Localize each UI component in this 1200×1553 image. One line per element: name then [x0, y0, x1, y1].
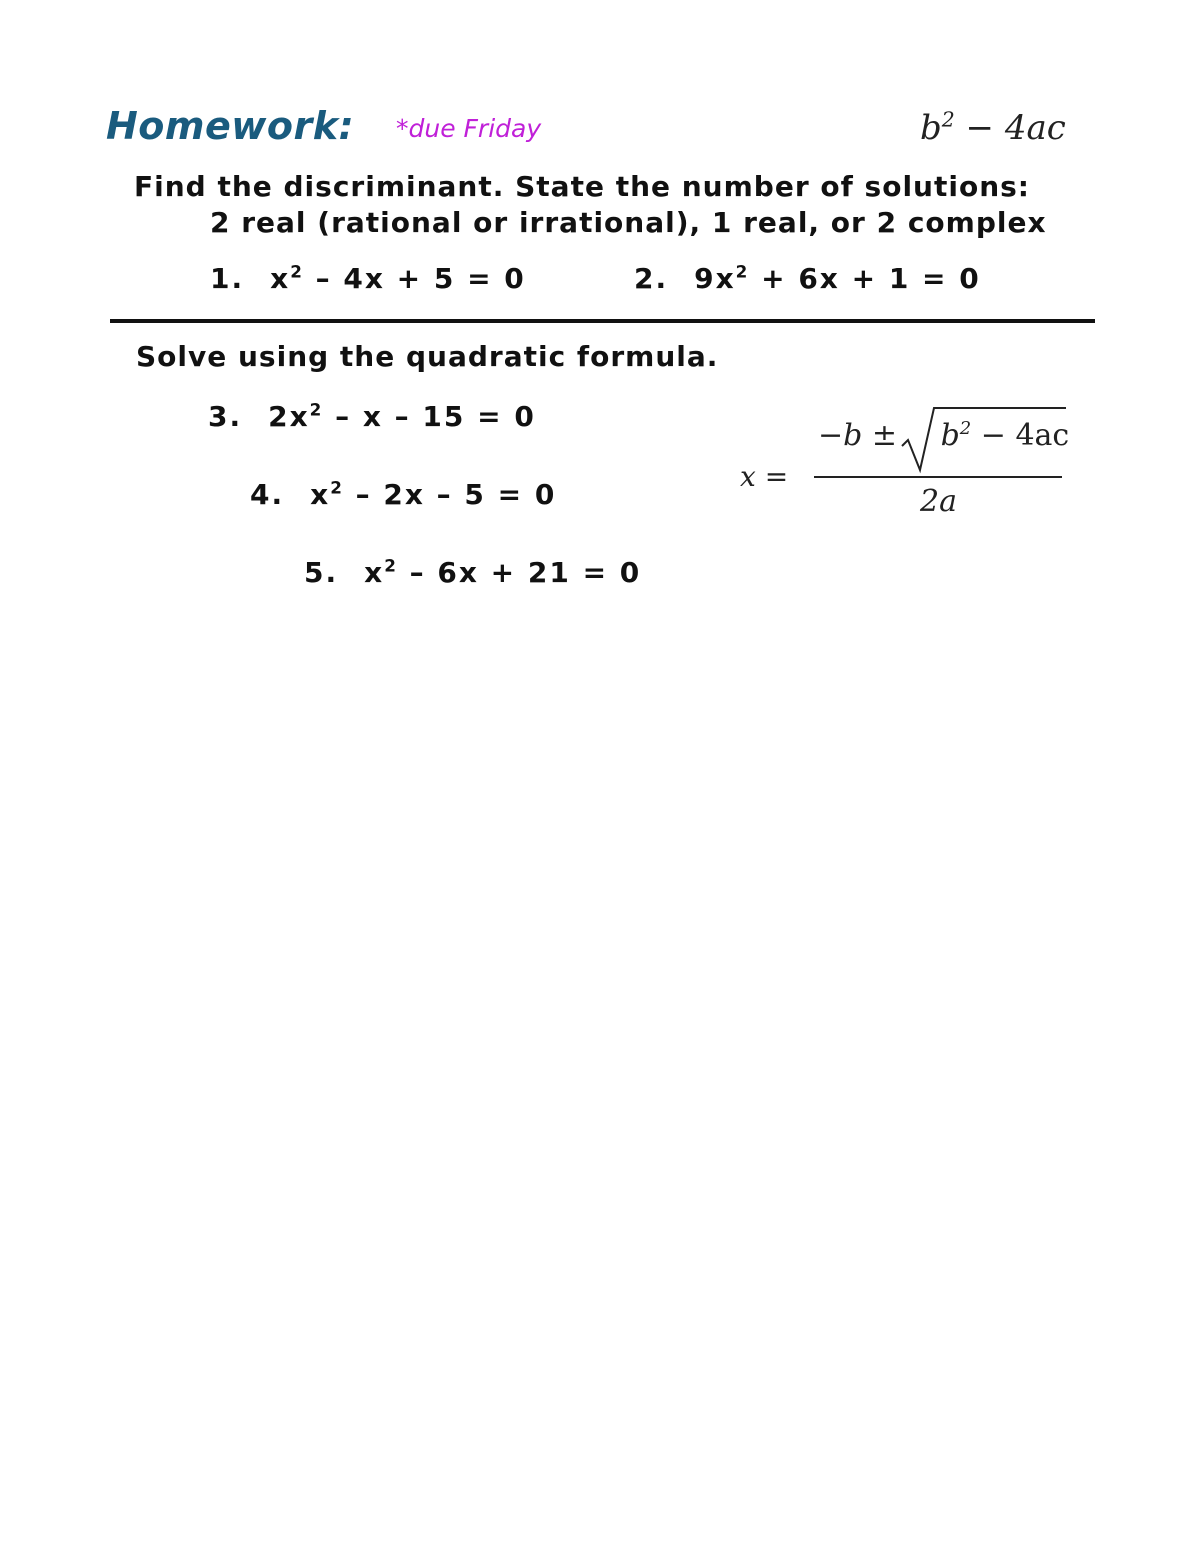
quadratic-instruction: Solve using the quadratic formula. [136, 340, 719, 373]
numerator-lead: −b ± [818, 418, 898, 453]
discriminant-minus: − [954, 108, 1005, 148]
section-divider [110, 319, 1095, 323]
discriminant-rest: 4ac [1004, 108, 1066, 148]
problem-exponent: 2 [290, 261, 304, 282]
problem-1 [210, 262, 526, 295]
discriminant-b: b [920, 108, 942, 148]
problem-number: 4. [250, 478, 285, 511]
problem-2 [634, 262, 981, 295]
problem-number: 5. [304, 556, 339, 589]
problem-number: 2. [634, 262, 669, 295]
problem-lead: 2x [268, 400, 310, 433]
problem-5 [304, 556, 641, 589]
problem-tail: – x – 15 = 0 [323, 400, 536, 433]
problem-3 [208, 400, 536, 433]
radicand-rest: − 4ac [971, 418, 1070, 453]
problem-number: 1. [210, 262, 245, 295]
problem-tail: – 4x + 5 = 0 [303, 262, 526, 295]
due-date-note: *due Friday [396, 114, 542, 143]
problem-exponent: 2 [735, 261, 750, 282]
problem-lead: x [364, 556, 385, 589]
problem-tail: – 6x + 21 = 0 [397, 556, 642, 589]
problem-lead: 9x [694, 262, 736, 295]
problem-4 [250, 478, 556, 511]
quadratic-formula-lhs: x = [740, 460, 789, 493]
quadratic-formula [740, 404, 1070, 524]
quadratic-formula-denominator: 2a [920, 484, 957, 519]
radicand-exponent: 2 [959, 418, 972, 439]
problem-tail: – 2x – 5 = 0 [343, 478, 557, 511]
problem-lead: x [310, 478, 331, 511]
problem-exponent: 2 [384, 555, 398, 576]
radicand-b: b [940, 418, 960, 453]
discriminant-formula [920, 108, 1066, 148]
homework-title: Homework: [106, 104, 355, 148]
fraction-bar [814, 476, 1062, 478]
discriminant-b-exponent: 2 [941, 107, 955, 132]
problem-lead: x [270, 262, 291, 295]
problem-exponent: 2 [309, 399, 324, 420]
problem-number: 3. [208, 400, 243, 433]
square-root-sign [900, 404, 1066, 476]
discriminant-instruction: Find the discriminant. State the number of solutions: [134, 170, 1030, 203]
problem-exponent: 2 [330, 477, 344, 498]
problem-tail: + 6x + 1 = 0 [749, 262, 981, 295]
solution-options: 2 real (rational or irrational), 1 real, or 2 complex [210, 206, 1047, 239]
